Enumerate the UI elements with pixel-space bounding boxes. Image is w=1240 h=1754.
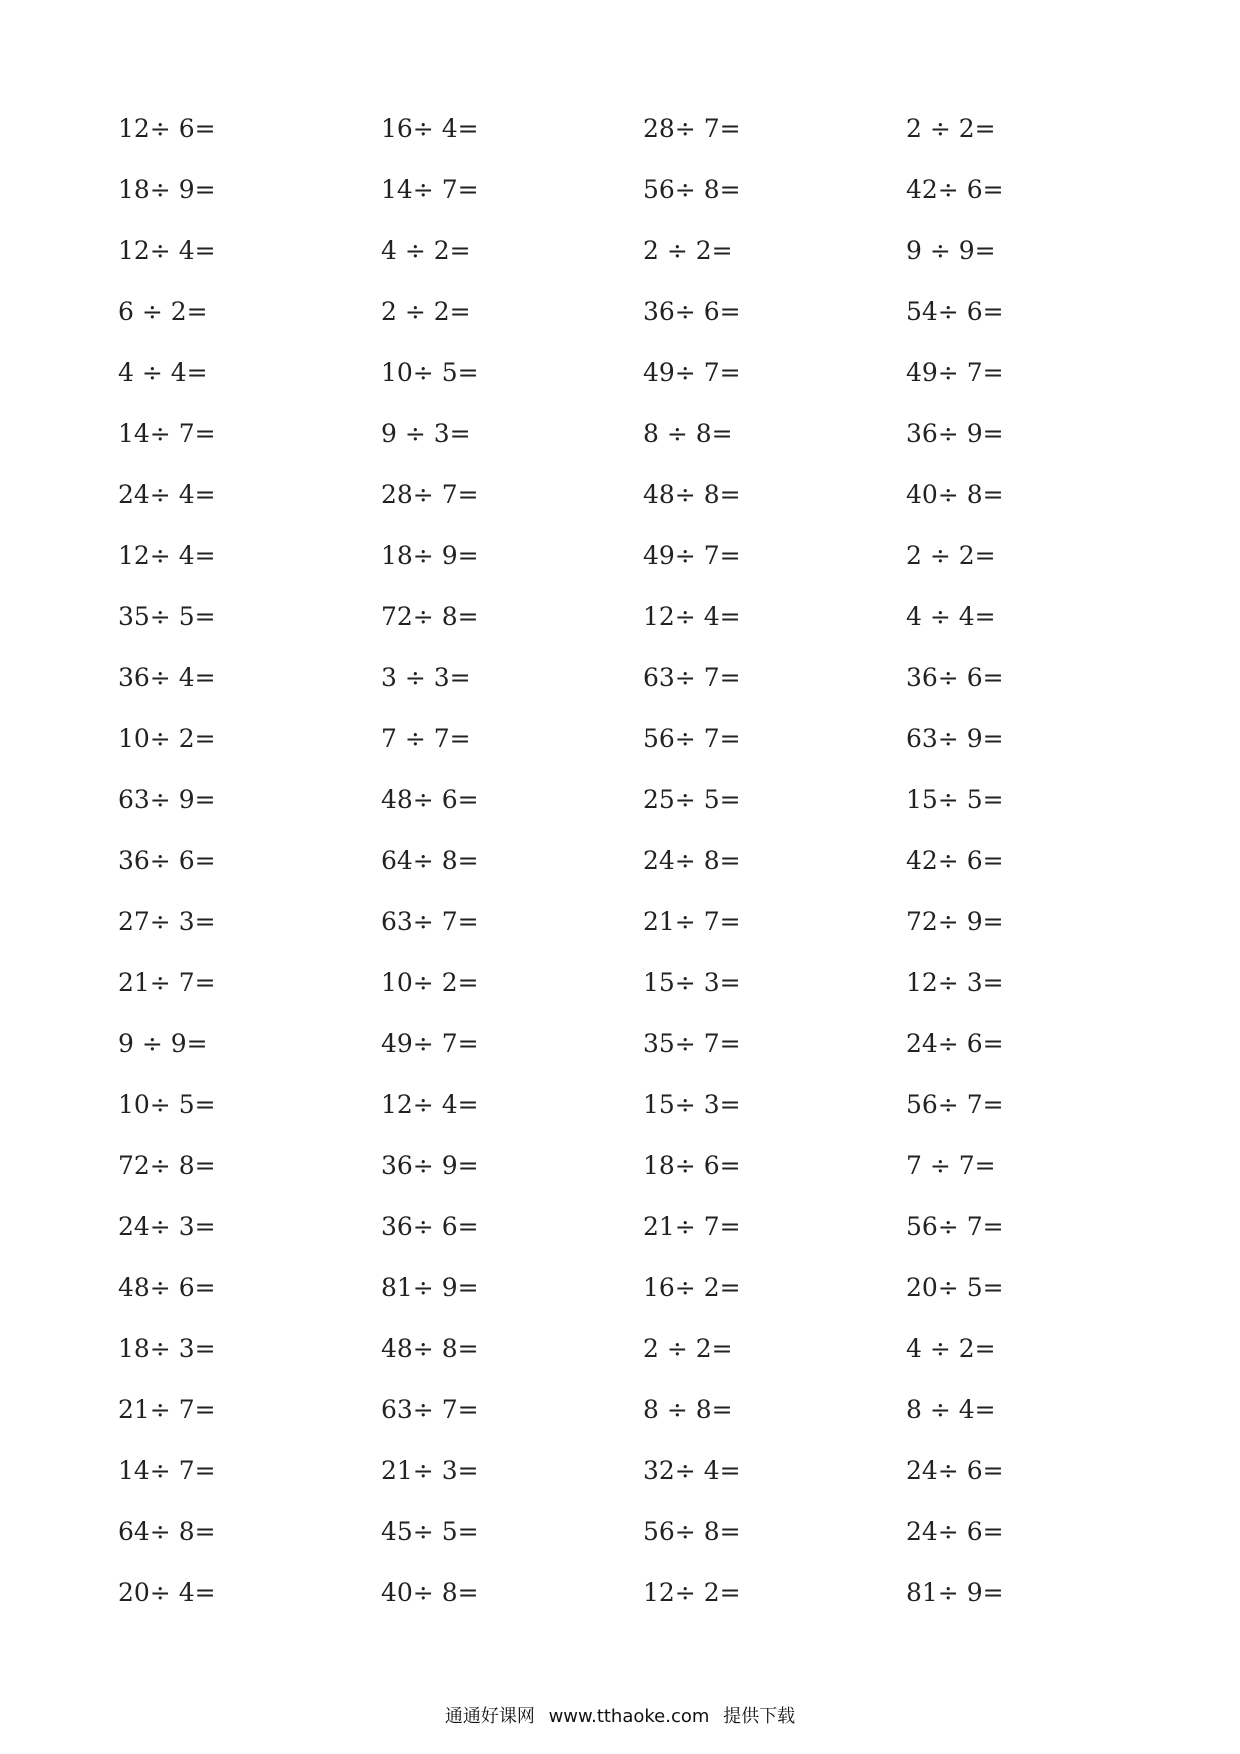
division-problem: 63÷ 9= [906,724,1004,753]
division-problem: 63÷ 9= [118,785,216,814]
division-problem: 24÷ 4= [118,480,216,509]
division-problem: 9 ÷ 9= [906,236,996,265]
division-problem: 27÷ 3= [118,907,216,936]
division-problem: 72÷ 9= [906,907,1004,936]
division-problem: 6 ÷ 2= [118,297,208,326]
division-problem: 18÷ 3= [118,1334,216,1363]
footer [0,1702,1240,1728]
division-problem: 4 ÷ 2= [906,1334,996,1363]
division-problem: 10÷ 5= [118,1090,216,1119]
division-problem: 21÷ 7= [643,907,741,936]
division-problem: 24÷ 8= [643,846,741,875]
division-problem: 64÷ 8= [118,1517,216,1546]
division-problem: 56÷ 8= [643,175,741,204]
division-problem: 48÷ 6= [381,785,479,814]
division-problem: 36÷ 4= [118,663,216,692]
division-problem: 12÷ 4= [381,1090,479,1119]
division-problem: 14÷ 7= [118,419,216,448]
division-problem: 35÷ 7= [643,1029,741,1058]
division-problem: 2 ÷ 2= [906,114,996,143]
division-problem: 21÷ 7= [118,1395,216,1424]
division-problem: 20÷ 5= [906,1273,1004,1302]
division-problem: 18÷ 9= [118,175,216,204]
division-problem: 54÷ 6= [906,297,1004,326]
division-problem: 63÷ 7= [643,663,741,692]
division-problem: 12÷ 2= [643,1578,741,1607]
division-problem: 45÷ 5= [381,1517,479,1546]
division-problem: 81÷ 9= [906,1578,1004,1607]
division-problem: 56÷ 7= [906,1090,1004,1119]
division-problem: 15÷ 5= [906,785,1004,814]
division-problem: 4 ÷ 4= [118,358,208,387]
division-problem: 18÷ 9= [381,541,479,570]
division-problem: 24÷ 6= [906,1517,1004,1546]
division-problem: 12÷ 4= [118,236,216,265]
division-problem: 4 ÷ 2= [381,236,471,265]
division-problem: 12÷ 4= [643,602,741,631]
division-problem: 49÷ 7= [906,358,1004,387]
division-problem: 15÷ 3= [643,968,741,997]
division-problem: 64÷ 8= [381,846,479,875]
division-problem: 36÷ 6= [906,663,1004,692]
division-problem: 8 ÷ 8= [643,419,733,448]
division-problem: 2 ÷ 2= [381,297,471,326]
division-problem: 36÷ 9= [381,1151,479,1180]
division-problem: 48÷ 8= [643,480,741,509]
division-problem: 15÷ 3= [643,1090,741,1119]
footer-site-name: 通通好课网 [444,1706,535,1727]
division-problem: 25÷ 5= [643,785,741,814]
division-problem: 36÷ 6= [118,846,216,875]
division-problem: 49÷ 7= [643,541,741,570]
division-problem: 21÷ 7= [118,968,216,997]
division-problem: 49÷ 7= [381,1029,479,1058]
footer-url: www.tthaoke.com [548,1706,710,1727]
division-problem: 24÷ 6= [906,1456,1004,1485]
division-problem: 40÷ 8= [906,480,1004,509]
division-problem: 12÷ 3= [906,968,1004,997]
division-problem: 3 ÷ 3= [381,663,471,692]
division-problem: 42÷ 6= [906,846,1004,875]
division-problem: 8 ÷ 8= [643,1395,733,1424]
division-problem: 8 ÷ 4= [906,1395,996,1424]
division-problem: 63÷ 7= [381,907,479,936]
division-problem: 18÷ 6= [643,1151,741,1180]
division-problem: 28÷ 7= [381,480,479,509]
division-problem: 32÷ 4= [643,1456,741,1485]
division-problem: 36÷ 6= [381,1212,479,1241]
division-problem: 9 ÷ 3= [381,419,471,448]
division-problem: 40÷ 8= [381,1578,479,1607]
division-problem: 7 ÷ 7= [906,1151,996,1180]
division-problem: 16÷ 4= [381,114,479,143]
division-problem: 21÷ 7= [643,1212,741,1241]
division-problem: 36÷ 6= [643,297,741,326]
division-problem: 48÷ 8= [381,1334,479,1363]
division-problem: 21÷ 3= [381,1456,479,1485]
division-problem: 36÷ 9= [906,419,1004,448]
division-problem: 12÷ 6= [118,114,216,143]
division-problem: 42÷ 6= [906,175,1004,204]
division-problem: 14÷ 7= [118,1456,216,1485]
division-problem: 28÷ 7= [643,114,741,143]
division-problem: 48÷ 6= [118,1273,216,1302]
division-problem: 9 ÷ 9= [118,1029,208,1058]
division-problem: 63÷ 7= [381,1395,479,1424]
division-problem: 72÷ 8= [118,1151,216,1180]
division-problem: 14÷ 7= [381,175,479,204]
division-problem: 56÷ 7= [906,1212,1004,1241]
division-problem: 24÷ 3= [118,1212,216,1241]
division-problem: 35÷ 5= [118,602,216,631]
division-problem: 10÷ 2= [118,724,216,753]
division-problem: 4 ÷ 4= [906,602,996,631]
footer-suffix: 提供下载 [723,1706,796,1727]
division-problem: 2 ÷ 2= [906,541,996,570]
division-problem: 24÷ 6= [906,1029,1004,1058]
division-problem: 72÷ 8= [381,602,479,631]
division-problem: 2 ÷ 2= [643,236,733,265]
division-problem: 10÷ 2= [381,968,479,997]
division-problem: 56÷ 8= [643,1517,741,1546]
division-problem: 7 ÷ 7= [381,724,471,753]
division-problem: 81÷ 9= [381,1273,479,1302]
division-problem: 49÷ 7= [643,358,741,387]
division-problem: 16÷ 2= [643,1273,741,1302]
division-problem: 20÷ 4= [118,1578,216,1607]
division-problem: 56÷ 7= [643,724,741,753]
division-problem: 12÷ 4= [118,541,216,570]
division-problem: 2 ÷ 2= [643,1334,733,1363]
division-problem: 10÷ 5= [381,358,479,387]
